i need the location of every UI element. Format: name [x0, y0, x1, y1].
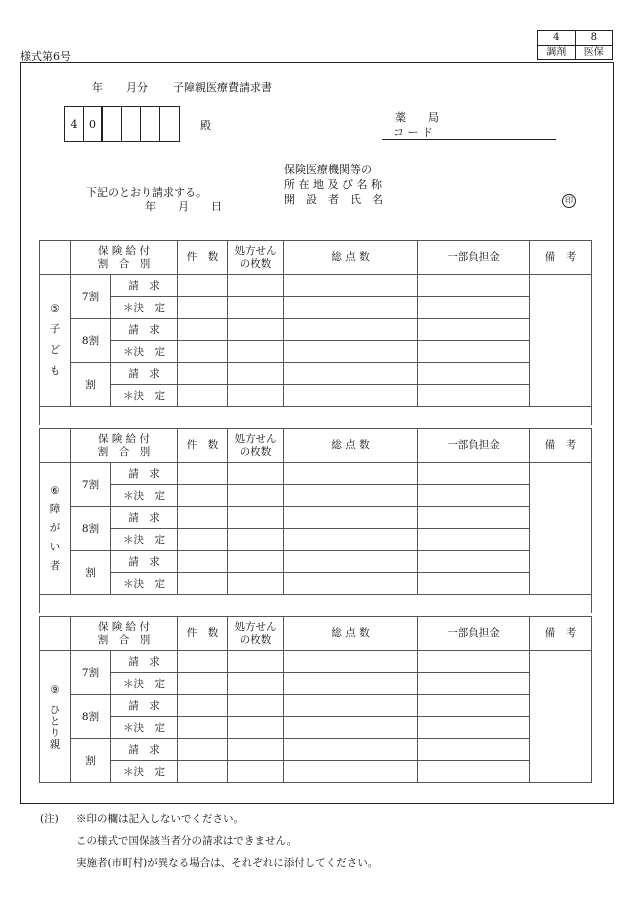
row-decision: ＊決 定 — [111, 385, 178, 407]
remarks-cell[interactable] — [530, 463, 592, 595]
note-line-3: 実施者(市町村)が異なる場合は、それぞれに添付してください。 — [76, 857, 379, 869]
header-copay: 一部負担金 — [418, 617, 530, 651]
title-year: 年 — [92, 81, 103, 94]
cell-input[interactable] — [178, 275, 228, 297]
remarks-cell[interactable] — [530, 275, 592, 407]
header-copay: 一部負担金 — [418, 241, 530, 275]
section-label: ⑨ ひとり親 — [40, 651, 71, 783]
cell-input[interactable] — [228, 275, 284, 297]
request-text: 下記のとおり請求する。 — [86, 186, 207, 199]
section-single-parent-table — [39, 616, 592, 783]
row-claim: 請 求 — [111, 319, 178, 341]
notes — [40, 808, 378, 874]
pharmacy-code-line[interactable] — [382, 139, 556, 140]
header-ratio: 保 険 給 付 割 合 別 — [71, 617, 178, 651]
row-claim: 請 求 — [111, 507, 178, 529]
row-claim: 請 求 — [111, 651, 178, 673]
ratio-label: 7割 — [71, 651, 111, 695]
cell-input[interactable] — [284, 275, 418, 297]
row-decision: ＊決 定 — [111, 717, 178, 739]
row-claim: 請 求 — [111, 463, 178, 485]
row-decision: ＊決 定 — [111, 341, 178, 363]
ratio-label: 8割 — [71, 507, 111, 551]
note-line-2: この様式で国保該当者分の請求はできません。 — [76, 835, 298, 847]
request-date: 年 月 日 — [145, 200, 222, 213]
ratio-label: 割 — [71, 363, 111, 407]
row-decision: ＊決 定 — [111, 573, 178, 595]
remarks-cell[interactable] — [530, 651, 592, 783]
code-digit-5[interactable] — [141, 107, 160, 141]
institution-label-3: 開 設 者 氏 名 — [284, 193, 383, 206]
stamp-label-dispensing: 調剤 — [538, 45, 576, 60]
header-prescriptions: 処方せん の枚数 — [228, 241, 284, 275]
ratio-label: 7割 — [71, 275, 111, 319]
row-claim: 請 求 — [111, 551, 178, 573]
row-decision: ＊決 定 — [111, 297, 178, 319]
header-prescriptions: 処方せん の枚数 — [228, 429, 284, 463]
institution-label-2: 所 在 地 及 び 名 称 — [284, 178, 382, 191]
cell-input[interactable] — [418, 275, 530, 297]
section-label: ⑥ 障 が い 者 — [40, 463, 71, 595]
addressee: 殿 — [200, 119, 211, 132]
row-decision: ＊決 定 — [111, 485, 178, 507]
section-children-table — [39, 240, 592, 425]
header-ratio: 保 険 給 付 割 合 別 — [71, 241, 178, 275]
code-digit-6[interactable] — [160, 107, 179, 141]
form-number: 様式第6号 — [20, 50, 71, 63]
pharmacy-label: 薬 局 — [395, 111, 439, 124]
stamp-code-2: 8 — [575, 31, 613, 46]
title-month: 月分 — [126, 81, 148, 94]
ratio-label: 7割 — [71, 463, 111, 507]
row-decision: ＊決 定 — [111, 673, 178, 695]
ratio-label: 8割 — [71, 319, 111, 363]
row-decision: ＊決 定 — [111, 761, 178, 783]
header-remarks: 備 考 — [530, 617, 592, 651]
header-points: 総 点 数 — [284, 617, 418, 651]
header-points: 総 点 数 — [284, 429, 418, 463]
row-claim: 請 求 — [111, 739, 178, 761]
notes-mark: (注) — [40, 813, 59, 825]
code-digit-3[interactable] — [103, 107, 122, 141]
institution-label-1: 保険医療機関等の — [284, 163, 372, 176]
row-decision: ＊決 定 — [111, 529, 178, 551]
section-disability-table — [39, 428, 592, 613]
form-title: 子障親医療費請求書 — [173, 81, 272, 94]
note-line-1: ※印の欄は記入しないでください。 — [76, 813, 244, 825]
row-claim: 請 求 — [111, 275, 178, 297]
header-points: 総 点 数 — [284, 241, 418, 275]
ratio-label: 8割 — [71, 695, 111, 739]
ratio-label: 割 — [71, 551, 111, 595]
header-count: 件 数 — [178, 241, 228, 275]
header-copay: 一部負担金 — [418, 429, 530, 463]
stamp-code-1: 4 — [538, 31, 576, 46]
header-count: 件 数 — [178, 429, 228, 463]
header-remarks: 備 考 — [530, 241, 592, 275]
category-stamp-box — [537, 30, 613, 60]
code-digit-1[interactable]: 4 — [65, 107, 84, 141]
row-claim: 請 求 — [111, 695, 178, 717]
seal-icon: 印 — [562, 194, 576, 208]
row-claim: 請 求 — [111, 363, 178, 385]
header-prescriptions: 処方せん の枚数 — [228, 617, 284, 651]
header-remarks: 備 考 — [530, 429, 592, 463]
stamp-label-insurance: 医保 — [575, 45, 613, 60]
code-digit-2[interactable]: 0 — [84, 107, 103, 141]
header-ratio: 保 険 給 付 割 合 別 — [71, 429, 178, 463]
code-digit-4[interactable] — [122, 107, 141, 141]
section-label: ⑤ 子 ど も — [40, 275, 71, 407]
header-count: 件 数 — [178, 617, 228, 651]
code-label: コ ー ド — [393, 126, 433, 139]
prefecture-code-boxes[interactable] — [64, 106, 180, 142]
ratio-label: 割 — [71, 739, 111, 783]
